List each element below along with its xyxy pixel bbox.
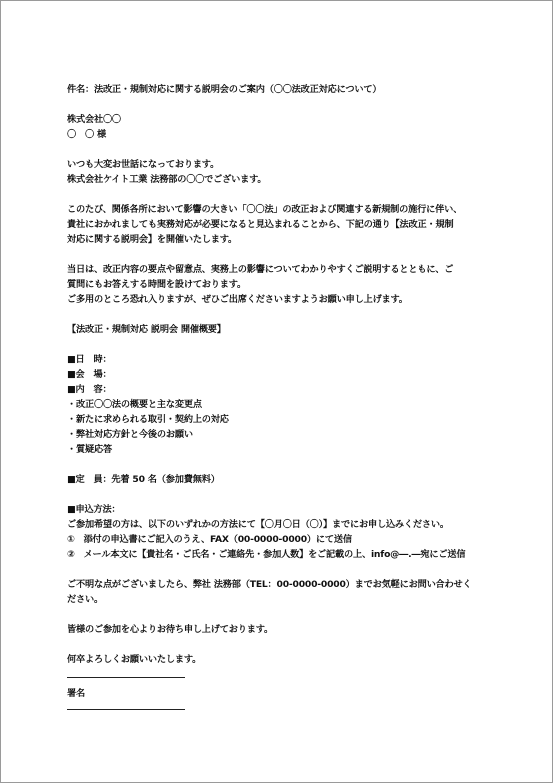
- spacer: [67, 187, 497, 202]
- intro-line-3: 対応に関する説明会】を開催いたします。: [67, 234, 238, 245]
- subject-line: 件名：法改正・規制対応に関する説明会のご案内（〇〇法改正対応について）: [67, 84, 382, 95]
- overview-heading: 【法改正・規制対応 説明会 開催概要】: [67, 324, 226, 335]
- overview-venue: ■会 場：: [67, 369, 112, 380]
- greeting-line-2: 株式会社ケイト工業 法務部の〇〇でございます。: [67, 174, 267, 185]
- spacer: [67, 307, 497, 322]
- document-body: [67, 82, 497, 718]
- closing-line-2: 何卒よろしくお願いいたします。: [67, 654, 202, 665]
- spacer: [67, 142, 497, 157]
- greeting-line-1: いつも大変お世話になっております。: [67, 159, 220, 170]
- signature-label: 署名: [67, 688, 85, 699]
- inquiry-line-1: ご不明な点がございましたら、弊社 法務部（TEL：00-0000-0000）までお気軽にお問い合わせく: [67, 579, 472, 590]
- spacer: [67, 247, 497, 262]
- overview-capacity: ■定 員：先着 50 名（参加費無料）: [67, 474, 220, 485]
- signature-bottom-rule: [67, 709, 185, 710]
- application-line-3: ② メール本文に【貴社名・ご氏名・ご連絡先・参加人数】をご記載の上、info@―.―宛にご送信: [67, 549, 466, 560]
- spacer: [67, 457, 497, 472]
- purpose-line-1: 当日は、改正内容の要点や留意点、実務上の影響についてわかりやすくご説明するとともに、ご: [67, 264, 454, 275]
- spacer: [67, 337, 497, 352]
- content-item: ・改正〇〇法の概要と主な変更点: [67, 399, 202, 410]
- overview-datetime: ■日 時：: [67, 354, 112, 365]
- overview-content-label: ■内 容：: [67, 384, 112, 395]
- signature-top-rule: [67, 677, 185, 678]
- recipient-person: 〇 〇 様: [67, 129, 106, 140]
- inquiry-line-2: ださい。: [67, 594, 103, 605]
- purpose-line-2: 質問にもお答えする時間を設けております。: [67, 279, 247, 290]
- spacer: [67, 487, 497, 502]
- spacer: [67, 607, 497, 622]
- spacer: [67, 637, 497, 652]
- spacer: [67, 97, 497, 112]
- spacer: [67, 562, 497, 577]
- application-label: ■申込方法：: [67, 504, 121, 515]
- intro-line-1: このたび、関係各所において影響の大きい「〇〇法」の改正および関連する新規制の施行に伴い、: [67, 204, 463, 215]
- content-item: ・新たに求められる取引・契約上の対応: [67, 414, 229, 425]
- application-line-1: ご参加希望の方は、以下のいずれかの方法にて【〇月〇日（〇）】までにお申し込みください。: [67, 519, 449, 530]
- application-line-2: ① 添付の申込書にご記入のうえ、FAX（00-0000-0000）にて送信: [67, 534, 352, 545]
- closing-line-1: 皆様のご参加を心よりお待ち申し上げております。: [67, 624, 273, 635]
- content-item: ・弊社対応方針と今後のお願い: [67, 429, 193, 440]
- recipient-company: 株式会社〇〇: [67, 114, 121, 125]
- intro-line-2: 貴社におかれましても実務対応が必要になると見込まれることから、下記の通り【法改正・規制: [67, 219, 454, 230]
- purpose-line-3: ご多用のところ恐れ入りますが、ぜひご出席くださいますようお願い申し上げます。: [67, 294, 408, 305]
- content-item: ・質疑応答: [67, 444, 112, 455]
